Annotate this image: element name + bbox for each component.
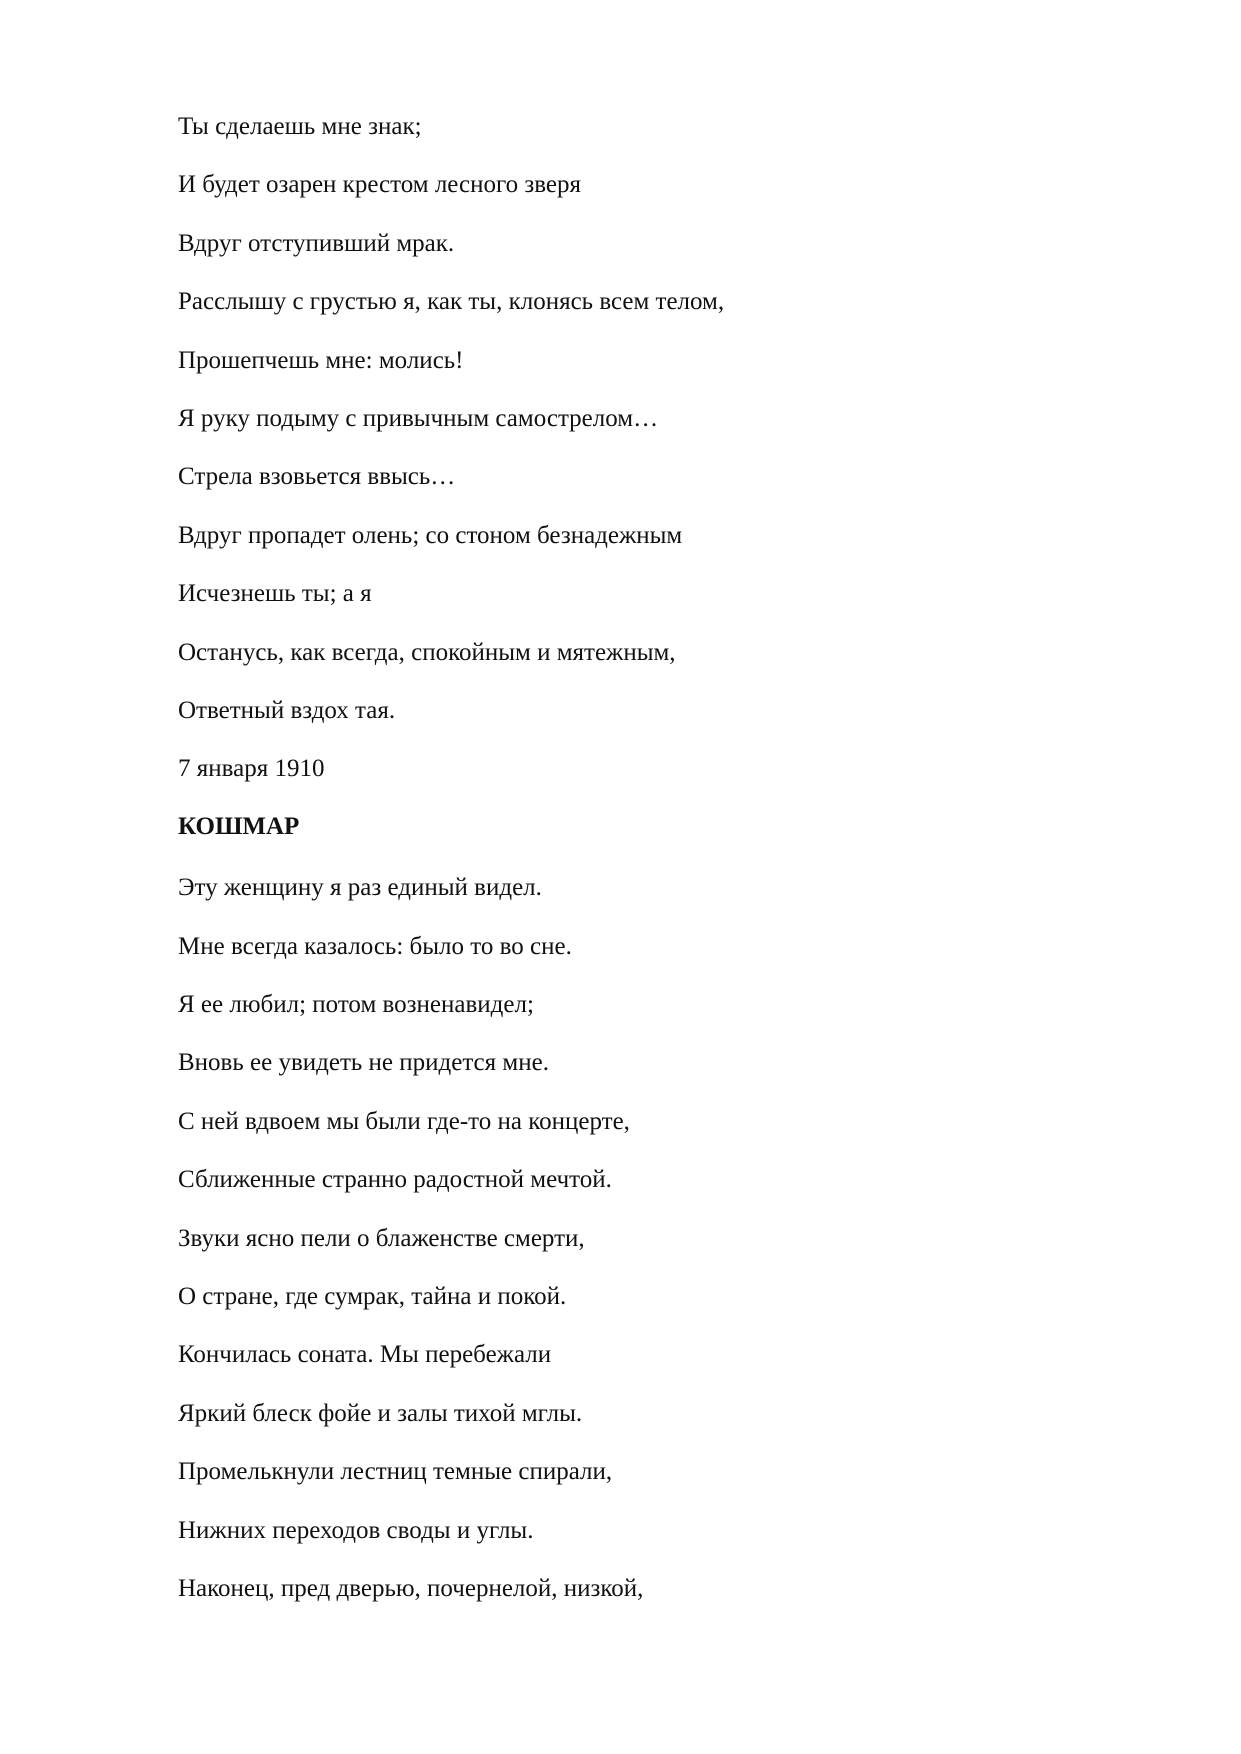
poem-title: КОШМАР [178,813,300,841]
poem-line: Расслышу с грустью я, как ты, клонясь всем телом, [178,288,725,316]
poem-line: Вдруг пропадет олень; со стоном безнадежным [178,521,683,549]
poem-line: Промелькнули лестниц темные спирали, [178,1458,613,1486]
poem-line: Останусь, как всегда, спокойным и мятежным, [178,638,676,666]
poem-line: Вновь ее увидеть не придется мне. [178,1049,549,1077]
poem-line: Вдруг отступивший мрак. [178,229,455,257]
poem-line: Стрела взовьется ввысь… [178,463,456,491]
poem-line: Кончилась соната. Мы перебежали [178,1341,552,1369]
poem-line: Наконец, пред дверью, почернелой, низкой, [178,1574,644,1602]
poem-line: Ты сделаешь мне знак; [178,113,422,140]
poem-line: О стране, где сумрак, тайна и покой. [178,1283,567,1311]
poem-date: 7 января 1910 [178,755,325,783]
poem-line: Я ее любил; потом возненавидел; [178,991,534,1019]
poem-two [178,812,1138,1632]
poem-line: Прошепчешь мне: молись! [178,346,464,374]
poem-line: Ответный вздох тая. [178,696,396,724]
poem-line: Я руку подыму с привычным самострелом… [178,404,659,432]
text-column [178,112,1138,1632]
poem-line: С ней вдвоем мы были где-то на концерте, [178,1107,630,1135]
poem-one [178,112,1138,812]
poem-line: Яркий блеск фойе и залы тихой мглы. [178,1399,583,1427]
poem-line: Мне всегда казалось: было то во сне. [178,932,572,960]
poem-line: Звуки ясно пели о блаженстве смерти, [178,1224,585,1252]
poem-line: Сближенные странно радостной мечтой. [178,1166,612,1194]
poem-line: Эту женщину я раз единый видел. [178,874,542,902]
poem-line: И будет озарен крестом лесного зверя [178,171,582,199]
poem-line: Нижних переходов своды и углы. [178,1516,534,1544]
poem-line: Исчезнешь ты; а я [178,580,372,608]
